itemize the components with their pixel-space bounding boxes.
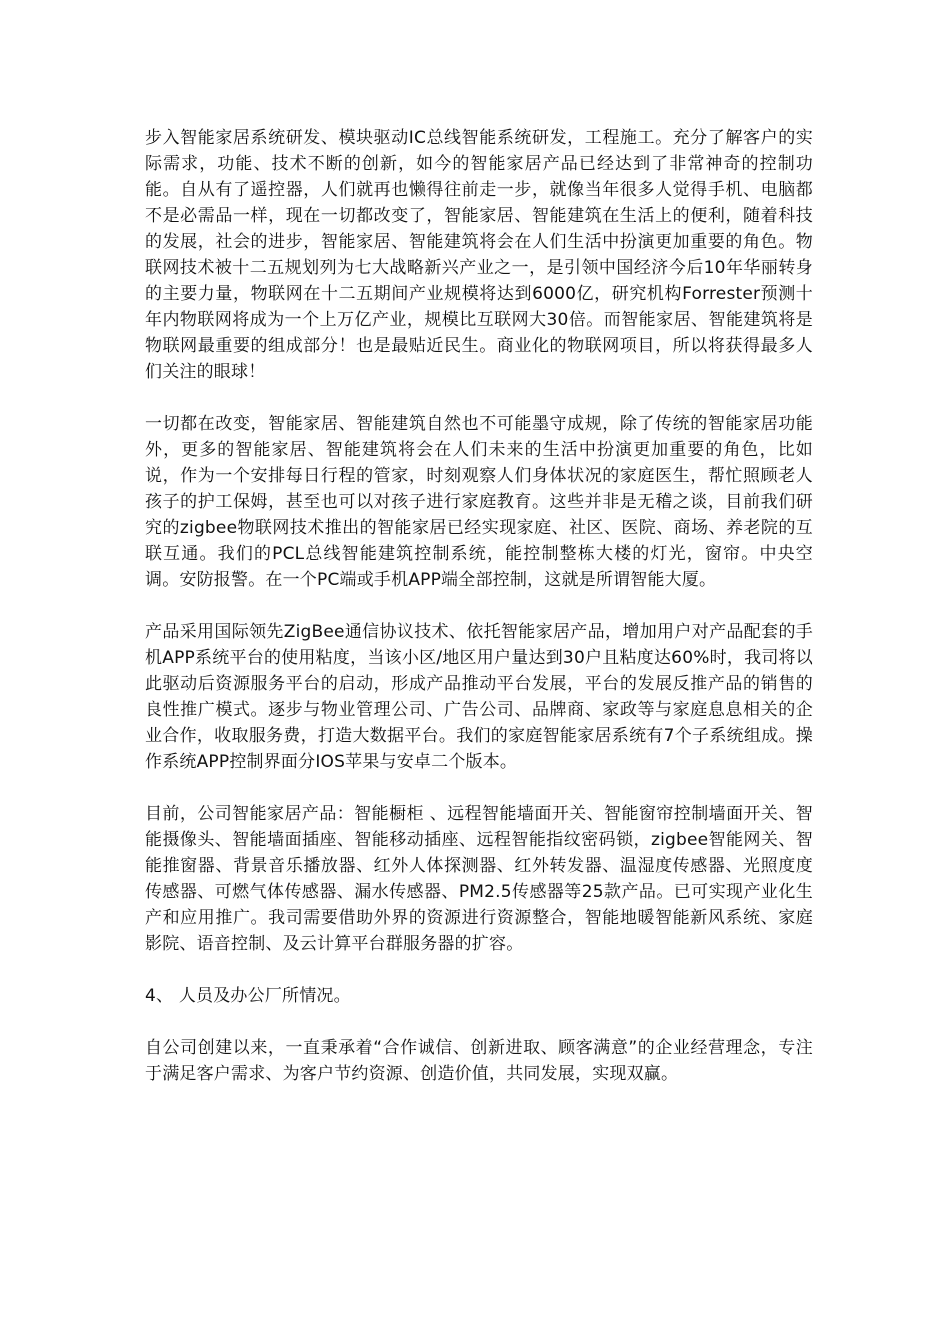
section-heading-staff-office: 4、 人员及办公厂所情况。 [145, 986, 351, 1006]
document-body [145, 125, 813, 1087]
paragraph-zigbee-product: 产品采用国际领先ZigBee通信协议技术、依托智能家居产品，增加用户对产品配套的手机APP系统平台的使用粘度，当该小区/地区用户量达到30户且粘度达60%时，我司将以此驱动后资源服务平台的启动，形成产品推动平台发展，平台的发展反推产品的销售的良性推广模式。逐步与物业管理公司、广告公司、品牌商、家政等与家庭息息相关的企业合作，收取服务费，打造大数据平台。我们的家庭智能家居系统有7个子系统组成。操作系统APP控制界面分IOS苹果与安卓二个版本。 [145, 622, 813, 772]
paragraph-current-products: 目前，公司智能家居产品：智能橱柜 、远程智能墙面开关、智能窗帘控制墙面开关、智能摄像头、智能墙面插座、智能移动插座、远程智能指纹密码锁，zigbee智能网关、智能推窗器、背景音乐播放器、红外人体探测器、红外转发器、温湿度传感器、光照度度传感器、可燃气体传感器、漏水传感器、PM2.5传感器等25款产品。已可实现产业化生产和应用推广。我司需要借助外界的资源进行资源整合，智能地暖智能新风系统、家庭影院、语音控制、及云计算平台群服务器的扩容。 [145, 804, 813, 954]
paragraph-everything-changing: 一切都在改变，智能家居、智能建筑自然也不可能墨守成规，除了传统的智能家居功能外，更多的智能家居、智能建筑将会在人们未来的生活中扮演更加重要的角色，比如说，作为一个安排每日行程的管家，时刻观察人们身体状况的家庭医生，帮忙照顾老人孩子的护工保姆，甚至也可以对孩子进行家庭教育。这些并非是无稽之谈，目前我们研究的zigbee物联网技术推出的智能家居已经实现家庭、社区、医院、商场、养老院的互联互通。我们的PCL总线智能建筑控制系统，能控制整栋大楼的灯光，窗帘。中央空调。安防报警。在一个PC端或手机APP端全部控制，这就是所谓智能大厦。 [145, 414, 813, 590]
paragraph-company-philosophy: 自公司创建以来，一直秉承着“合作诚信、创新进取、顾客满意”的企业经营理念，专注于满足客户需求、为客户节约资源、创造价值，共同发展，实现双赢。 [145, 1038, 813, 1084]
paragraph-smart-home-development: 步入智能家居系统研发、模块驱动IC总线智能系统研发，工程施工。充分了解客户的实际需求，功能、技术不断的创新，如今的智能家居产品已经达到了非常神奇的控制功能。自从有了遥控器，人们就再也懒得往前走一步，就像当年很多人觉得手机、电脑都不是必需品一样，现在一切都改变了，智能家居、智能建筑在生活上的便利，随着科技的发展，社会的进步，智能家居、智能建筑将会在人们生活中扮演更加重要的角色。物联网技术被十二五规划列为七大战略新兴产业之一，是引领中国经济今后10年华丽转身的主要力量，物联网在十二五期间产业规模将达到6000亿，研究机构Forrester预测十年内物联网将成为一个上万亿产业，规模比互联网大30倍。而智能家居、智能建筑将是物联网最重要的组成部分！也是最贴近民生。商业化的物联网项目，所以将获得最多人们关注的眼球！ [145, 128, 813, 382]
